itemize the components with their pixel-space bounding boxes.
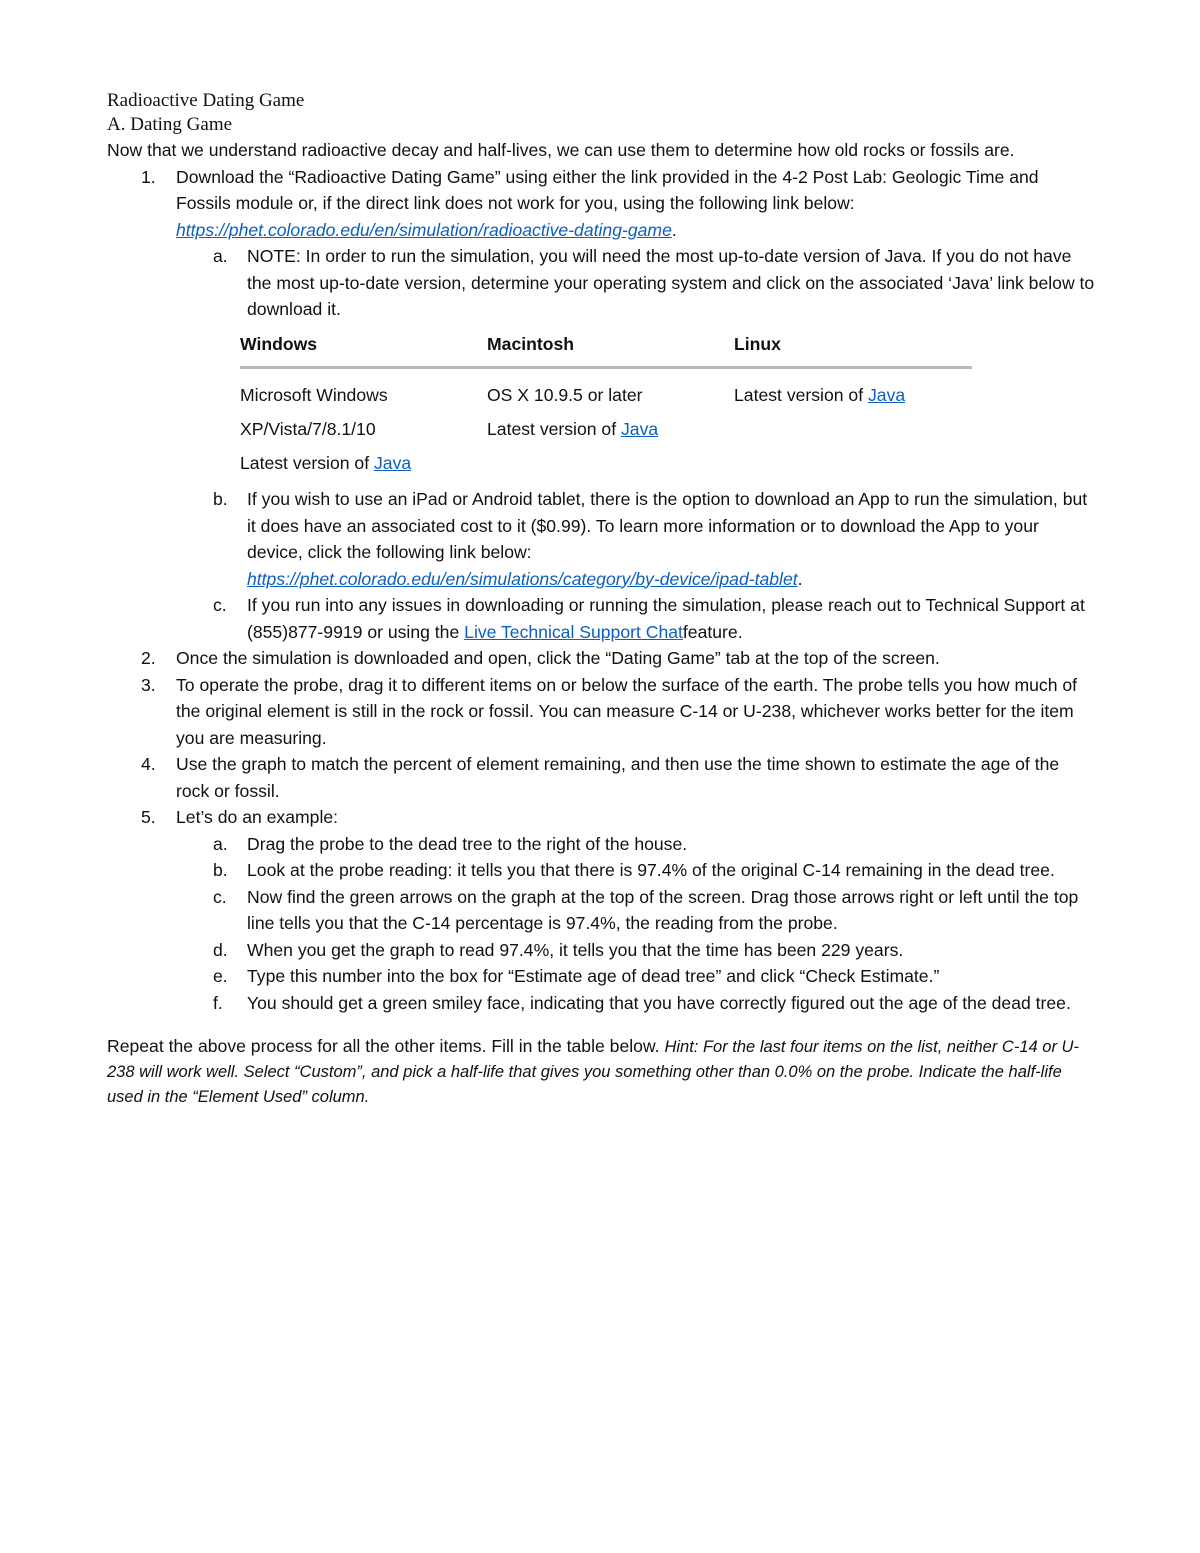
step-number: 3. [141, 674, 156, 695]
windows-line-2: XP/Vista/7/8.1/10 [240, 419, 376, 439]
intro-paragraph: Now that we understand radioactive decay and half-lives, we can use them to determine how old rocks or fossils are. [107, 140, 1015, 160]
sub-text: Look at the probe reading: it tells you that there is 97.4% of the original C-14 remaining in the dead tree. [247, 860, 1055, 880]
linux-java-link[interactable]: Java [867, 385, 906, 405]
header-macintosh: Macintosh [487, 331, 734, 368]
sub-marker: a. [213, 833, 228, 854]
document-title: Radioactive Dating Game [107, 90, 305, 111]
simulation-link[interactable]: https://phet.colorado.edu/en/simulation/radioactive-dating-game [176, 219, 672, 240]
sub-text: Type this number into the box for “Estimate age of dead tree” and click “Check Estimate.” [247, 966, 940, 986]
sub-text: You should get a green smiley face, indicating that you have correctly figured out the age of the dead tree. [247, 992, 1071, 1013]
linux-cell [734, 368, 972, 481]
step-number: 4. [141, 754, 156, 774]
step-text: Download the “Radioactive Dating Game” using either the link provided in the 4-2 Post Lab: Geologic Time and Fossils module or, if the direct link does not work for you, using the following link below: [176, 166, 1039, 213]
step-number: 5. [141, 807, 156, 827]
table-row [240, 368, 972, 481]
sub-text: NOTE: In order to run the simulation, you will need the most up-to-date version of Java. If you do not have the most up-to-date version, determine your operating system and click on the associated ‘Java’ link below to download it. [247, 246, 1095, 319]
step-3 [107, 672, 1097, 752]
header-windows: Windows [240, 331, 487, 368]
step-1a [107, 243, 1097, 323]
linux-line-1: Latest version of [734, 385, 864, 405]
link-period: . [671, 219, 677, 240]
example-step-c [107, 884, 1097, 937]
sub-marker: c. [213, 595, 227, 615]
sub-text-after: feature. [682, 621, 743, 642]
mac-line-1: OS X 10.9.5 or later [487, 385, 643, 405]
mac-line-2: Latest version of [487, 419, 617, 439]
windows-cell [240, 368, 487, 481]
step-4 [107, 751, 1097, 804]
mac-cell [487, 368, 734, 481]
sub-marker: b. [213, 489, 228, 509]
closing-paragraph [107, 1034, 1097, 1109]
step-number: 1. [141, 166, 156, 187]
step-number: 2. [141, 648, 156, 668]
step-text: Let’s do an example: [176, 807, 339, 827]
step-2 [107, 645, 1097, 672]
closing-text: Repeat the above process for all the other items. Fill in the table below. [107, 1036, 660, 1056]
example-step-e [107, 963, 1097, 990]
sub-marker: d. [213, 939, 228, 960]
step-5 [107, 804, 1097, 831]
tablet-link[interactable]: https://phet.colorado.edu/en/simulations/category/by-device/ipad-tablet [247, 568, 798, 589]
sub-marker: c. [213, 886, 227, 907]
example-step-a [107, 831, 1097, 858]
sub-text: Now find the green arrows on the graph at the top of the screen. Drag those arrows right or left until the top line tells you that the C-14 percentage is 97.4%, the reading from the probe. [247, 886, 1079, 933]
java-download-table [240, 331, 972, 481]
step-text: Once the simulation is downloaded and open, click the “Dating Game” tab at the top of the screen. [176, 648, 940, 668]
step-1b [107, 486, 1097, 592]
closing-hint: Hint: For the last four items on the list, neither C-14 or U-238 will work well. Select “Custom”, and pick a half-life that gives you something other than 0.0% on the probe. Indicate the half-life used in the “Element Used” column. [107, 1038, 1079, 1106]
sub-marker: b. [213, 860, 228, 880]
step-1c [107, 592, 1097, 645]
example-step-f [107, 990, 1097, 1017]
header-linux: Linux [734, 331, 972, 368]
step-text: Use the graph to match the percent of element remaining, and then use the time shown to estimate the age of the rock or fossil. [176, 754, 1060, 801]
link-period: . [797, 568, 803, 589]
windows-line-1: Microsoft Windows [240, 385, 388, 405]
example-step-b [107, 857, 1097, 884]
windows-line-3: Latest version of [240, 453, 370, 473]
document-body [107, 89, 1097, 1109]
sub-text: If you wish to use an iPad or Android tablet, there is the option to download an App to run the simulation, but it does have an associated cost to it ($0.99). To learn more information or to download the App to your device, click the following link below: [247, 489, 1088, 562]
sub-marker: a. [213, 246, 228, 266]
sub-text: When you get the graph to read 97.4%, it tells you that the time has been 229 years. [247, 939, 904, 960]
windows-java-link[interactable]: Java [373, 453, 412, 473]
table-header-row [240, 331, 972, 368]
section-heading: A. Dating Game [107, 114, 233, 135]
sub-marker: e. [213, 966, 228, 986]
mac-java-link[interactable]: Java [620, 419, 659, 439]
step-text: To operate the probe, drag it to different items on or below the surface of the earth. The probe tells you how much of the original element is still in the rock or fossil. You can measure C-14 or U-238, whichever works better for the item you are measuring. [176, 674, 1078, 748]
sub-text: If you run into any issues in downloading or running the simulation, please reach out to Technical Support at (855)877-9919 or using the [247, 595, 1085, 642]
example-step-d [107, 937, 1097, 964]
sub-marker: f. [213, 992, 223, 1013]
sub-text: Drag the probe to the dead tree to the right of the house. [247, 833, 688, 854]
live-support-chat-link[interactable]: Live Technical Support Chat [464, 621, 683, 642]
step-1 [107, 164, 1097, 244]
